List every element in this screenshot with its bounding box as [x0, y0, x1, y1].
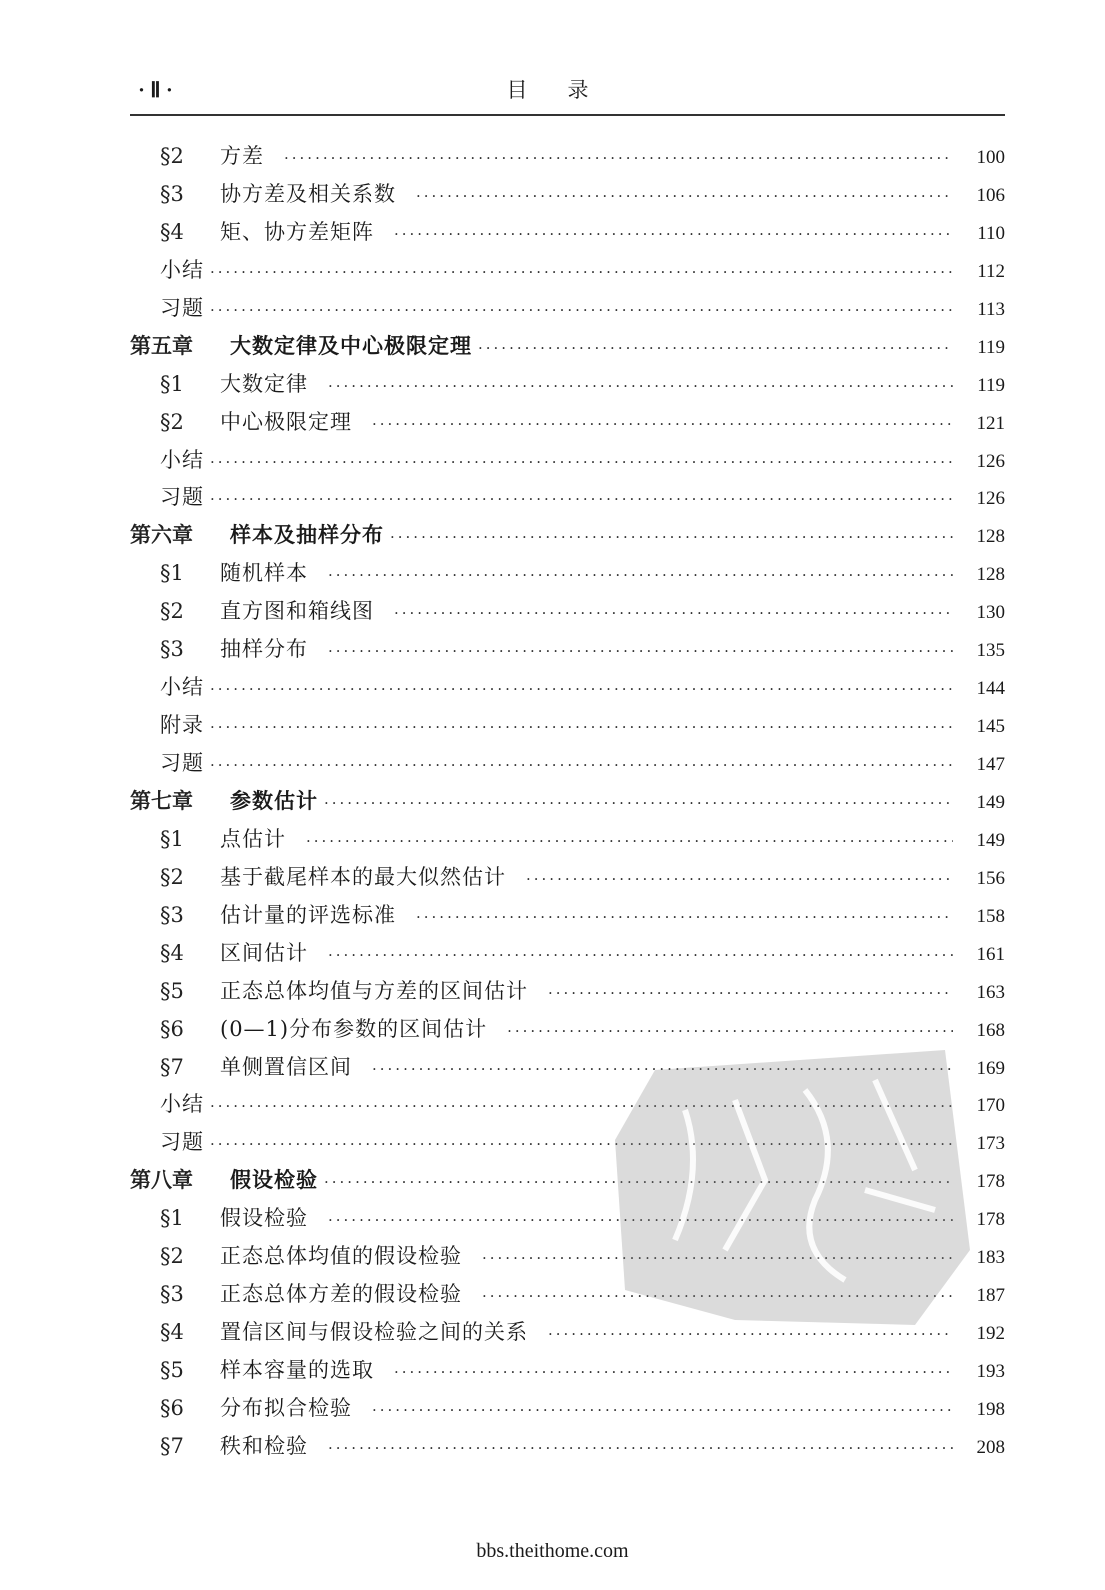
section-number: §2 [160, 864, 184, 889]
section-number: §2 [160, 1244, 184, 1269]
page-ref: 119 [977, 374, 1005, 396]
toc-title: 小结 [160, 675, 204, 700]
dot-leader [478, 339, 953, 357]
page-ref: 126 [976, 488, 1005, 510]
dot-leader [507, 1022, 953, 1040]
section-number: §4 [160, 219, 184, 244]
page-title: 目录 [506, 78, 629, 102]
toc-entry [130, 937, 1005, 975]
toc-entry [130, 368, 1005, 406]
dot-leader [372, 1401, 953, 1419]
toc-entry [130, 254, 1005, 292]
toc-title: 协方差及相关系数 [220, 181, 396, 206]
dot-leader [210, 756, 953, 774]
toc-title: 抽样分布 [220, 637, 308, 662]
page-ref: 128 [976, 564, 1005, 586]
dot-leader [394, 1363, 953, 1381]
dot-leader [548, 984, 953, 1002]
dot-leader [416, 187, 953, 205]
page-ref: 130 [976, 602, 1005, 624]
dot-leader [328, 642, 953, 660]
toc-entry [130, 595, 1005, 633]
page-ref: 187 [976, 1285, 1005, 1307]
toc-title: 单侧置信区间 [220, 1054, 352, 1079]
toc-entry [130, 1354, 1005, 1392]
dot-leader [210, 263, 953, 281]
toc-entry [130, 671, 1005, 709]
toc-title: 中心极限定理 [220, 409, 352, 434]
section-number: §5 [160, 978, 184, 1003]
section-number: §3 [160, 1282, 184, 1307]
page-ref: 170 [976, 1095, 1005, 1117]
toc-entry [130, 292, 1005, 330]
toc-title: 参数估计 [230, 788, 318, 813]
toc-entry [130, 861, 1005, 899]
page-ref: 100 [976, 147, 1005, 168]
page-ref: 173 [976, 1133, 1005, 1155]
page-ref: 208 [976, 1436, 1005, 1458]
library-seal-watermark [615, 1050, 975, 1330]
page-ref: 178 [976, 1171, 1005, 1193]
page-ref: 158 [976, 905, 1005, 927]
dot-leader [328, 1439, 953, 1457]
toc-title: 正态总体均值与方差的区间估计 [220, 978, 528, 1003]
toc-entry [130, 481, 1005, 519]
page-ref: 145 [976, 716, 1005, 738]
section-number: §4 [160, 940, 184, 965]
page-ref: 147 [976, 754, 1005, 775]
toc-title: 习题 [160, 295, 204, 320]
dot-leader [372, 415, 953, 433]
dot-leader [210, 680, 953, 698]
page-ref: 112 [977, 260, 1005, 282]
section-number: §2 [160, 409, 184, 434]
section-number: §7 [160, 1433, 184, 1458]
toc-entry [130, 1013, 1005, 1051]
toc-entry [130, 216, 1005, 254]
seal-shape [615, 1050, 970, 1325]
toc-title: 习题 [160, 485, 204, 510]
toc-entry [130, 406, 1005, 444]
toc-title: 附录 [160, 713, 204, 738]
toc-chapter-entry [130, 785, 1005, 823]
page-ref: 169 [976, 1057, 1005, 1079]
dot-leader [210, 718, 953, 736]
page-ref: 128 [976, 526, 1005, 548]
section-number: §6 [160, 1016, 184, 1041]
toc-title: 直方图和箱线图 [220, 599, 374, 624]
toc-entry [130, 709, 1005, 747]
toc-entry [130, 444, 1005, 482]
chapter-number: 第五章 [130, 333, 193, 358]
page-ref: 121 [976, 412, 1005, 434]
page-ref: 144 [976, 678, 1005, 700]
section-number: §6 [160, 1395, 184, 1420]
page-ref: 149 [976, 791, 1005, 813]
toc-title: 小结 [160, 1092, 204, 1117]
toc-entry [130, 975, 1005, 1013]
page-ref: 168 [976, 1019, 1005, 1041]
dot-leader [526, 870, 953, 888]
section-number: §3 [160, 181, 184, 206]
toc-title: 区间估计 [220, 940, 308, 965]
dot-leader [306, 832, 953, 850]
toc-entry [130, 1430, 1005, 1468]
section-number: §3 [160, 637, 184, 662]
toc-entry [130, 1392, 1005, 1430]
toc-entry [130, 899, 1005, 937]
toc-title: 样本及抽样分布 [230, 523, 384, 548]
toc-chapter-entry [130, 330, 1005, 368]
page-ref: 163 [976, 981, 1005, 1003]
dot-leader [328, 377, 953, 395]
section-number: §7 [160, 1054, 184, 1079]
toc-title: 矩、协方差矩阵 [220, 219, 374, 244]
page-ref: 193 [976, 1361, 1005, 1382]
section-number: §1 [160, 1206, 184, 1231]
toc-title: 基于截尾样本的最大似然估计 [220, 864, 506, 889]
dot-leader [394, 225, 953, 243]
page-ref: 183 [976, 1247, 1005, 1269]
toc-entry [130, 557, 1005, 595]
toc-entry [130, 178, 1005, 216]
page-ref: 119 [977, 336, 1005, 358]
dot-leader [324, 794, 953, 812]
footer-site-url: bbs.theithome.com [476, 1540, 629, 1562]
page-ref: 161 [976, 943, 1005, 965]
toc-entry [130, 747, 1005, 785]
page-ref: 149 [976, 829, 1005, 851]
toc-title: 随机样本 [220, 561, 308, 586]
section-number: §2 [160, 144, 184, 168]
section-number: §5 [160, 1358, 184, 1382]
page-ref: 156 [976, 867, 1005, 889]
page-ref: 110 [977, 222, 1005, 244]
toc-title: 方差 [220, 144, 264, 168]
page-ref: 178 [976, 1209, 1005, 1231]
toc-title: 大数定律 [220, 371, 308, 396]
toc-title: 样本容量的选取 [220, 1358, 374, 1382]
chapter-number: 第六章 [130, 523, 193, 548]
dot-leader [284, 149, 953, 167]
section-number: §1 [160, 561, 184, 586]
section-number: §2 [160, 599, 184, 624]
chapter-number: 第八章 [130, 1168, 193, 1193]
toc-title: (0—1)分布参数的区间估计 [220, 1016, 488, 1041]
dot-leader [394, 604, 953, 622]
section-number: §1 [160, 826, 184, 851]
dot-leader [390, 528, 953, 546]
section-number: §1 [160, 371, 184, 396]
toc-chapter-entry [130, 519, 1005, 557]
toc-title: 假设检验 [230, 1168, 318, 1193]
page-ref: 126 [976, 450, 1005, 472]
toc-title: 置信区间与假设检验之间的关系 [220, 1320, 528, 1345]
toc-entry [130, 823, 1005, 861]
toc-title: 习题 [160, 1130, 204, 1155]
chapter-number: 第七章 [130, 788, 193, 813]
toc-title: 正态总体方差的假设检验 [220, 1282, 462, 1307]
page-number: · Ⅱ · [138, 78, 173, 102]
toc-title: 小结 [160, 447, 204, 472]
dot-leader [210, 453, 953, 471]
page-ref: 192 [976, 1323, 1005, 1345]
section-number: §4 [160, 1320, 184, 1345]
toc-title: 估计量的评选标准 [220, 902, 396, 927]
page-ref: 106 [976, 184, 1005, 206]
dot-leader [416, 908, 953, 926]
page-header [130, 74, 1005, 116]
toc-title: 小结 [160, 257, 204, 282]
dot-leader [328, 946, 953, 964]
page-ref: 198 [976, 1398, 1005, 1420]
page-ref: 113 [977, 298, 1005, 320]
section-number: §3 [160, 902, 184, 927]
dot-leader [210, 301, 953, 319]
toc-title: 习题 [160, 751, 204, 775]
toc-title: 秩和检验 [220, 1433, 308, 1458]
toc-title: 大数定律及中心极限定理 [230, 333, 472, 358]
toc-title: 点估计 [220, 826, 286, 851]
toc-title: 正态总体均值的假设检验 [220, 1244, 462, 1269]
page-ref: 135 [976, 640, 1005, 662]
toc-title: 分布拟合检验 [220, 1395, 352, 1420]
toc-entry [130, 140, 1005, 178]
toc-entry [130, 633, 1005, 671]
toc-title: 假设检验 [220, 1206, 308, 1231]
dot-leader [210, 490, 953, 508]
dot-leader [328, 566, 953, 584]
